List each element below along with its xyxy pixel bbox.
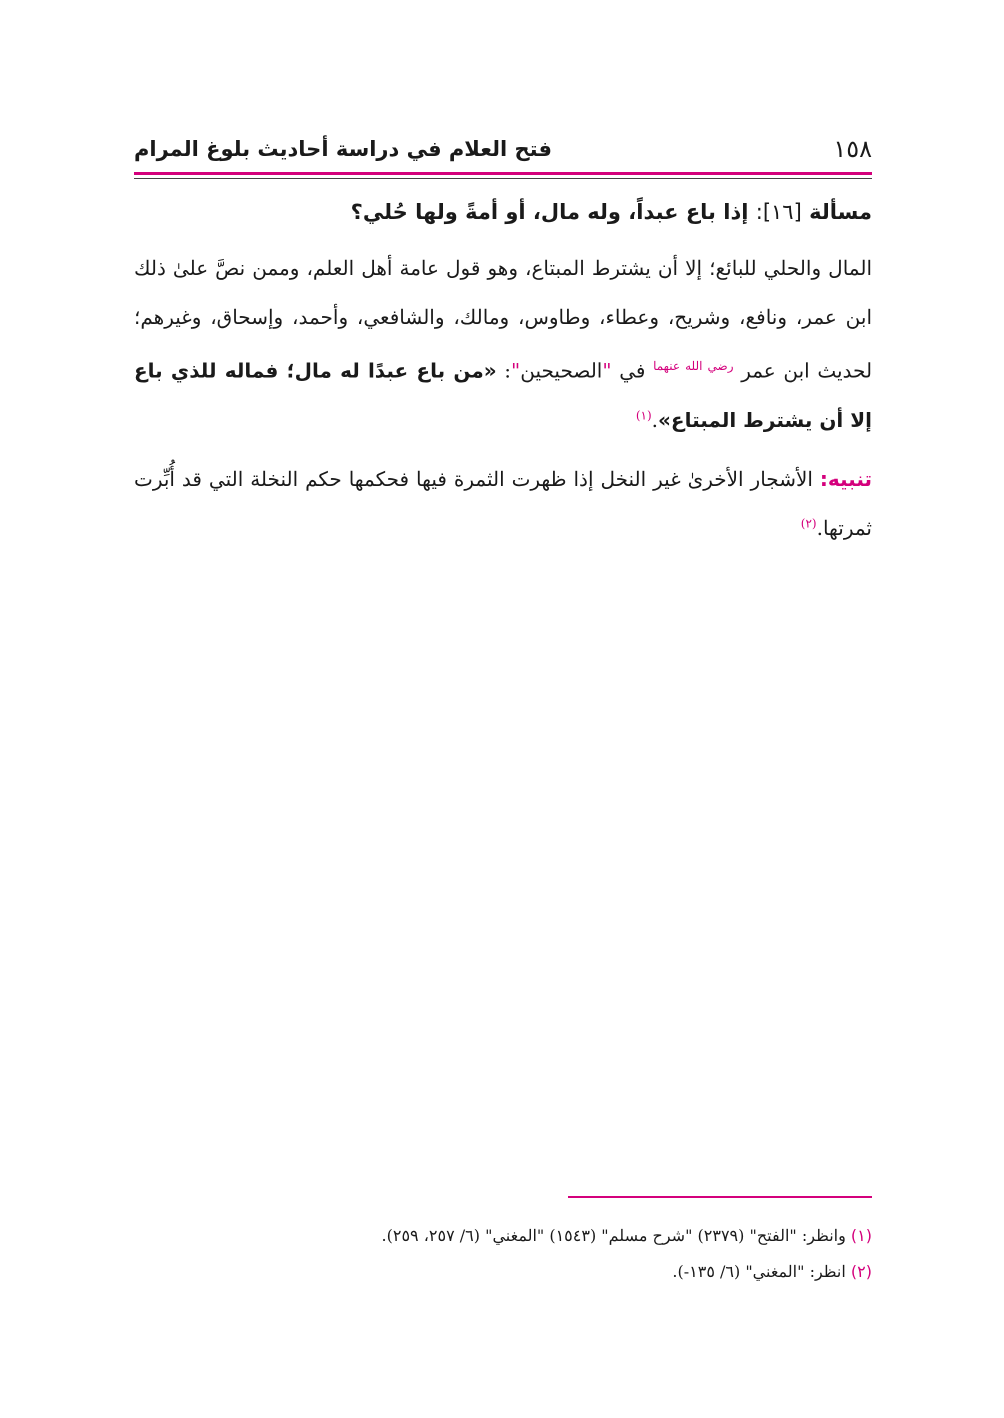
footnotes bbox=[134, 1218, 872, 1290]
source-title: الصحيحين bbox=[520, 358, 603, 383]
note-text: الأشجار الأخرىٰ غير النخل إذا ظهرت الثمرة فيها فحكمها حكم النخلة التي قد أُبِّرت ثمرتها. bbox=[134, 466, 872, 540]
footnote-ref-2[interactable]: (٢) bbox=[800, 516, 817, 530]
quote-open: " bbox=[602, 358, 612, 383]
issue-heading bbox=[134, 190, 872, 234]
book-title: فتح العلام في دراسة أحاديث بلوغ المرام bbox=[134, 137, 552, 161]
footnote-1 bbox=[134, 1218, 872, 1254]
honorific-glyph: رضي الله عنهما bbox=[653, 359, 734, 373]
ruling-in: في bbox=[619, 358, 646, 383]
paragraph-note bbox=[134, 455, 872, 553]
footnote-2 bbox=[134, 1254, 872, 1290]
footnote-text: انظر: "المغني" (٦/ ١٣٥-). bbox=[672, 1262, 846, 1281]
main-content bbox=[134, 190, 872, 553]
ruling-text: المال والحلي للبائع؛ إلا أن يشترط المبتاع، وهو قول عامة أهل العلم، وممن نصَّ علىٰ ذلك ابن عمر، ونافع، وشريح، وعطاء، وطاوس، ومالك، والشافعي، وأحمد، وإسحاق، وغيرهم؛ لحديث ابن عمر bbox=[134, 256, 873, 383]
note-label: تنبيه: bbox=[819, 466, 872, 491]
footnote-number: (١) bbox=[850, 1226, 872, 1245]
header-rule-thin bbox=[134, 178, 872, 179]
issue-label: مسألة bbox=[809, 200, 872, 224]
footnote-separator bbox=[568, 1196, 872, 1198]
hadith-text: «من باع عبدًا له مال؛ فماله للذي باع إلا أن يشترط المبتاع» bbox=[134, 358, 872, 432]
colon: : bbox=[504, 358, 512, 383]
issue-question: إذا باع عبداً، وله مال، أو أمةً ولها حُلي؟ bbox=[350, 200, 749, 224]
page-number: ١٥٨ bbox=[833, 135, 872, 163]
footnote-text: وانظر: "الفتح" (٢٣٧٩) "شرح مسلم" (١٥٤٣) "المغني" (٦/ ٢٥٧، ٢٥٩). bbox=[381, 1226, 846, 1245]
page-header bbox=[134, 128, 872, 170]
footnote-number: (٢) bbox=[850, 1262, 872, 1281]
header-rule-thick bbox=[134, 172, 872, 175]
issue-number: [١٦]: bbox=[755, 200, 802, 224]
quote-close: " bbox=[511, 358, 521, 383]
paragraph-ruling bbox=[134, 244, 872, 445]
sentence-end: . bbox=[651, 407, 658, 432]
footnote-ref-1[interactable]: (١) bbox=[635, 408, 652, 422]
